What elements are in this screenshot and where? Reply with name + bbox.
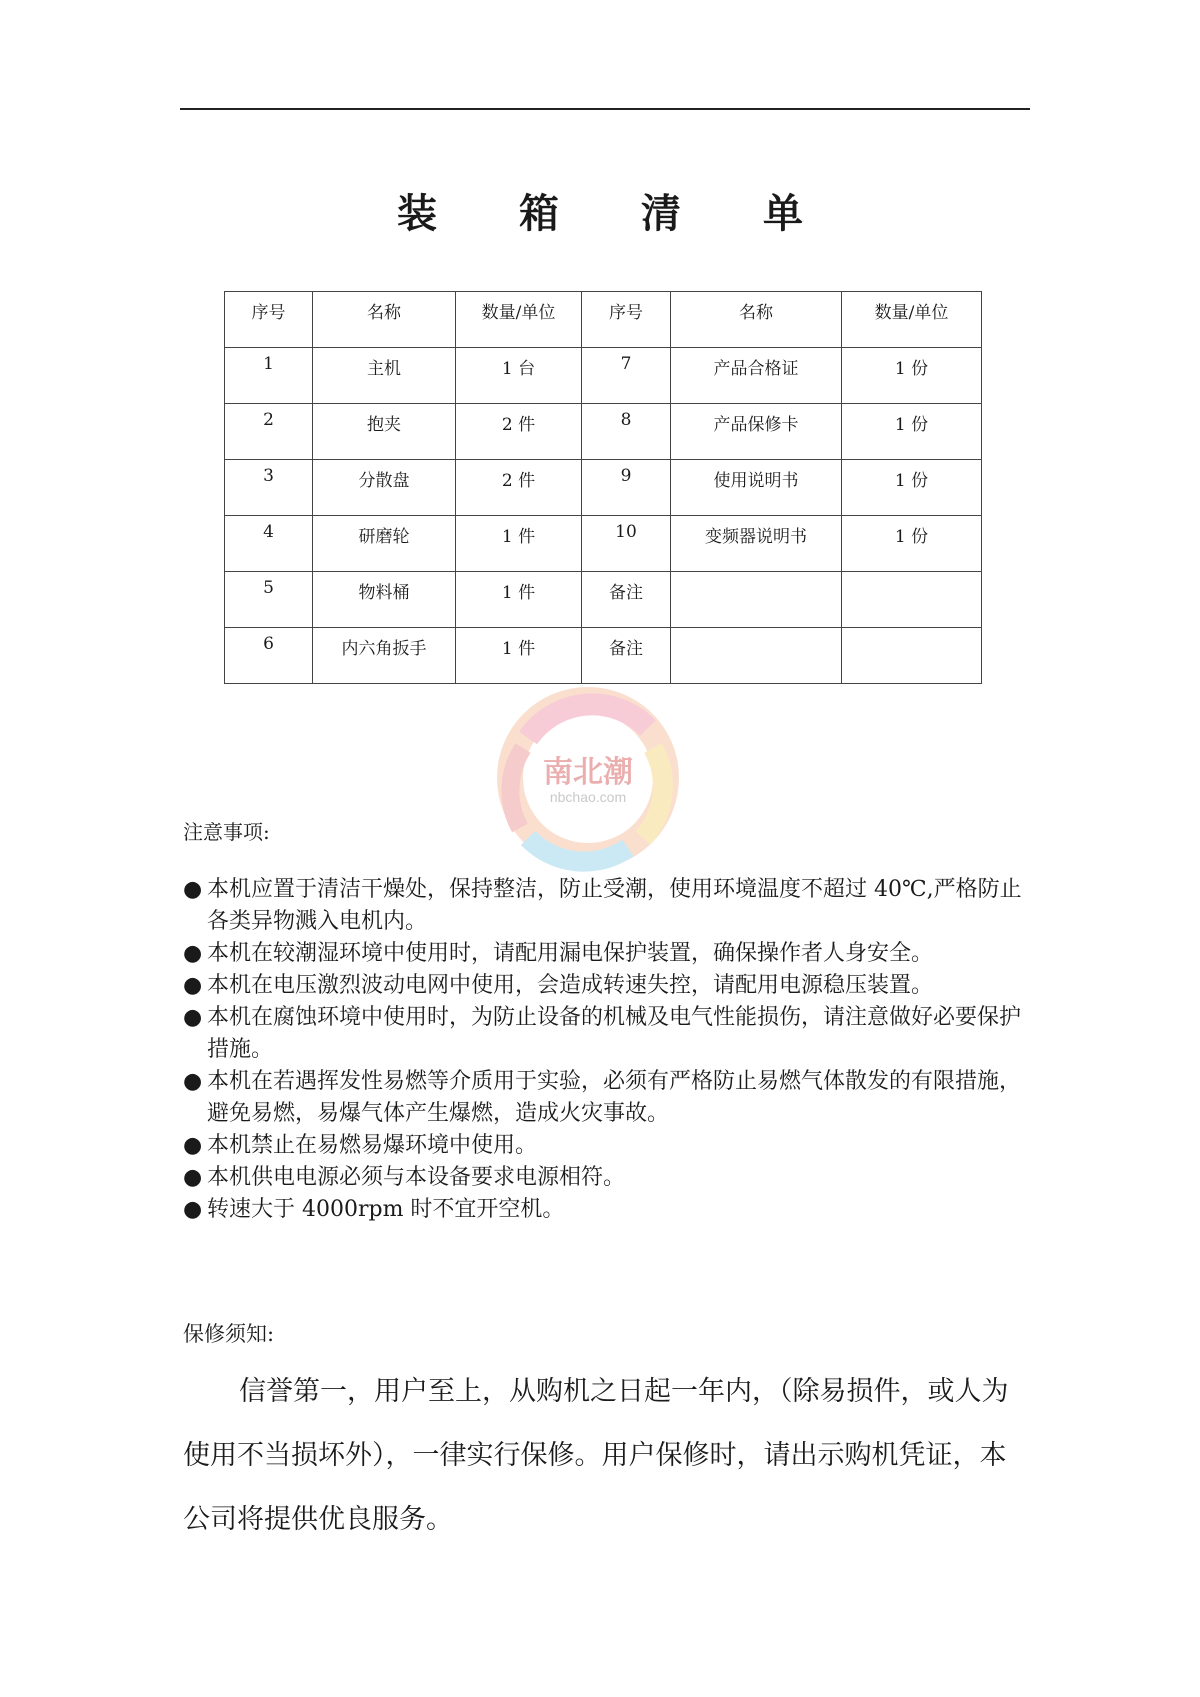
page-title xyxy=(0,182,1200,239)
table-cell: 9 xyxy=(582,460,671,516)
table-cell: 备注 xyxy=(582,628,671,684)
table-row xyxy=(225,628,982,684)
bullet-icon: ● xyxy=(183,1165,203,1190)
table-cell: 1 份 xyxy=(842,460,982,516)
table-cell: 备注 xyxy=(582,572,671,628)
notice-item xyxy=(183,1002,1033,1066)
table-cell: 3 xyxy=(225,460,313,516)
table-cell: 1 xyxy=(225,348,313,404)
notice-text: 本机在较潮湿环境中使用时，请配用漏电保护装置，确保操作者人身安全。 xyxy=(207,941,934,966)
table-cell: 8 xyxy=(582,404,671,460)
notice-text: 本机在若遇挥发性易燃等介质用于实验，必须有严格防止易燃气体散发的有限措施，避免易燃，易爆气体产生爆燃，造成火灾事故。 xyxy=(207,1069,1022,1126)
table-cell: 1 份 xyxy=(842,516,982,572)
table-cell: 1 件 xyxy=(456,572,582,628)
table-cell: 抱夹 xyxy=(313,404,456,460)
table-row xyxy=(225,348,982,404)
warranty-title: 保修须知: xyxy=(183,1322,275,1346)
table-header-row xyxy=(225,292,982,348)
header-rule xyxy=(180,108,1030,110)
notice-item xyxy=(183,1162,1033,1194)
warranty-body: 信誉第一，用户至上，从购机之日起一年内，（除易损件，或人为使用不当损坏外），一律实行保修。用户保修时，请出示购机凭证，本公司将提供优良服务。 xyxy=(183,1376,1009,1535)
notice-text: 转速大于 4000rpm 时不宜开空机。 xyxy=(207,1197,565,1222)
table-cell: 4 xyxy=(225,516,313,572)
table-header-cell: 数量/单位 xyxy=(456,292,582,348)
table-cell: 2 xyxy=(225,404,313,460)
notice-item xyxy=(183,1130,1033,1162)
bullet-icon: ● xyxy=(183,877,203,902)
watermark-cn: 南北潮 xyxy=(543,755,633,790)
notice-text: 本机禁止在易燃易爆环境中使用。 xyxy=(207,1133,538,1158)
bullet-icon: ● xyxy=(183,973,203,998)
table-cell: 1 台 xyxy=(456,348,582,404)
table-cell: 1 份 xyxy=(842,404,982,460)
table-row xyxy=(225,460,982,516)
notice-text: 本机在腐蚀环境中使用时，为防止设备的机械及电气性能损伤，请注意做好必要保护措施。 xyxy=(207,1005,1022,1062)
table-cell xyxy=(842,572,982,628)
watermark-logo xyxy=(468,678,708,878)
table-row xyxy=(225,516,982,572)
packing-list-table xyxy=(224,291,982,684)
title-char: 装 xyxy=(397,190,437,237)
table-cell: 6 xyxy=(225,628,313,684)
notice-item xyxy=(183,874,1033,938)
bullet-icon: ● xyxy=(183,1005,203,1030)
table-header-cell: 序号 xyxy=(582,292,671,348)
notice-text: 本机在电压激烈波动电网中使用，会造成转速失控，请配用电源稳压装置。 xyxy=(207,973,934,998)
table-cell: 1 件 xyxy=(456,516,582,572)
table-header-cell: 数量/单位 xyxy=(842,292,982,348)
table-cell: 产品保修卡 xyxy=(671,404,842,460)
bullet-icon: ● xyxy=(183,1069,203,1094)
table-cell: 物料桶 xyxy=(313,572,456,628)
bullet-icon: ● xyxy=(183,1133,203,1158)
table-header-cell: 名称 xyxy=(671,292,842,348)
table-cell: 5 xyxy=(225,572,313,628)
table-header-cell: 序号 xyxy=(225,292,313,348)
table-cell: 主机 xyxy=(313,348,456,404)
table-cell xyxy=(671,572,842,628)
notice-item xyxy=(183,938,1033,970)
table-cell: 7 xyxy=(582,348,671,404)
table-header-cell: 名称 xyxy=(313,292,456,348)
table-cell: 1 件 xyxy=(456,628,582,684)
table-cell: 1 份 xyxy=(842,348,982,404)
notice-text: 本机供电电源必须与本设备要求电源相符。 xyxy=(207,1165,626,1190)
table-row xyxy=(225,404,982,460)
table-cell: 2 件 xyxy=(456,404,582,460)
table-cell: 研磨轮 xyxy=(313,516,456,572)
title-char: 单 xyxy=(763,190,803,237)
table-cell: 2 件 xyxy=(456,460,582,516)
table-cell xyxy=(671,628,842,684)
title-char: 箱 xyxy=(519,190,559,237)
table-cell: 10 xyxy=(582,516,671,572)
notices-list xyxy=(183,874,1033,1226)
bullet-icon: ● xyxy=(183,1197,203,1222)
table-cell: 使用说明书 xyxy=(671,460,842,516)
notice-item xyxy=(183,970,1033,1002)
notices-title: 注意事项: xyxy=(183,820,270,844)
bullet-icon: ● xyxy=(183,941,203,966)
notice-text: 本机应置于清洁干燥处，保持整洁，防止受潮，使用环境温度不超过 40℃,严格防止各类异物溅入电机内。 xyxy=(207,877,1022,934)
table-cell xyxy=(842,628,982,684)
notice-item xyxy=(183,1194,1033,1226)
notice-item xyxy=(183,1066,1033,1130)
title-char: 清 xyxy=(641,190,681,237)
table-cell: 分散盘 xyxy=(313,460,456,516)
watermark-en: nbchao.com xyxy=(549,789,627,805)
table-row xyxy=(225,572,982,628)
table-cell: 产品合格证 xyxy=(671,348,842,404)
table-cell: 变频器说明书 xyxy=(671,516,842,572)
table-cell: 内六角扳手 xyxy=(313,628,456,684)
